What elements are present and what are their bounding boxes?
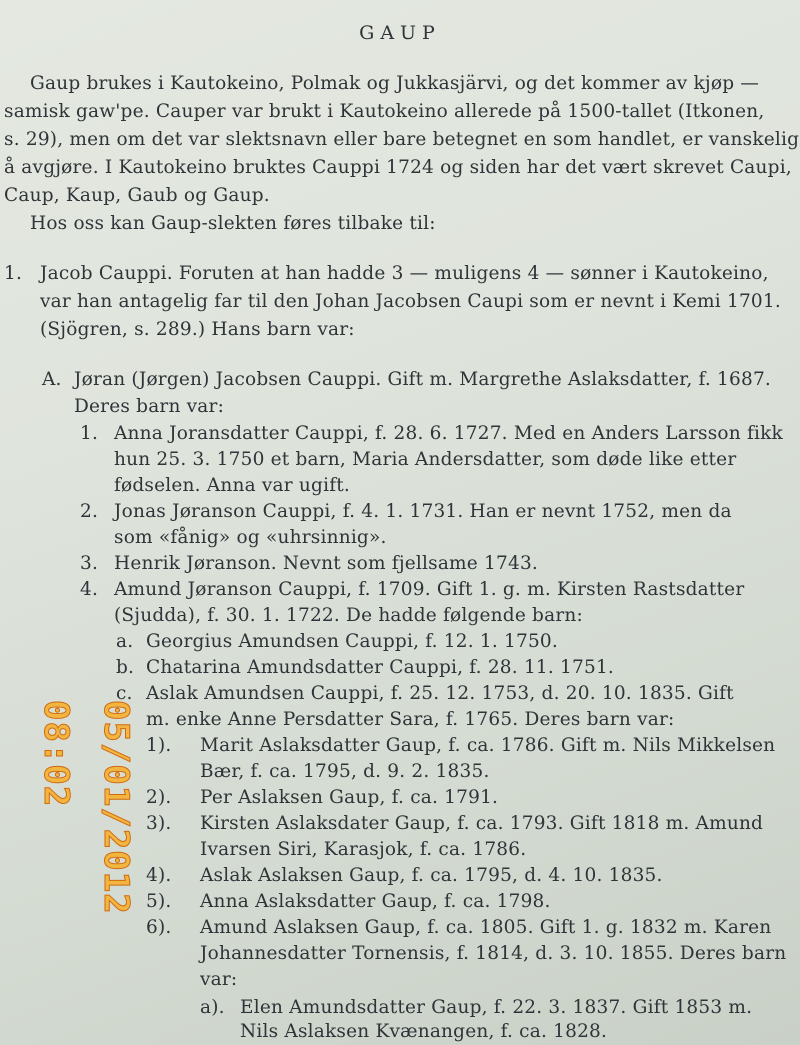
descendant-line: Elen Amundsdatter Gaup, f. 22. 3. 1837. Gift 1853 m. [240, 997, 753, 1018]
great-grandchild-line: Anna Aslaksdatter Gaup, f. ca. 1798. [200, 891, 551, 912]
great-grandchild-line: Per Aslaksen Gaup, f. ca. 1791. [200, 787, 499, 808]
child-line: Anna Joransdatter Cauppi, f. 28. 6. 1727. Med en Anders Larsson fikk [114, 423, 783, 444]
child-marker: 2. [80, 501, 99, 522]
entry-line: Jøran (Jørgen) Jacobsen Cauppi. Gift m. Margrethe Aslaksdatter, f. 1687. [74, 369, 771, 390]
child-marker: 4. [80, 579, 99, 600]
intro-line: Hos oss kan Gaup-slekten føres tilbake til: [30, 213, 436, 234]
great-grandchild-line: Ivarsen Siri, Karasjok, f. ca. 1786. [200, 839, 527, 860]
great-grandchild-marker: 6). [146, 917, 172, 938]
great-grandchild-marker: 5). [146, 891, 172, 912]
child-line: (Sjudda), f. 30. 1. 1722. De hadde følgende barn: [114, 605, 583, 626]
page-title: GAUP [359, 22, 441, 44]
grandchild-line: Chatarina Amundsdatter Cauppi, f. 28. 11. 1751. [146, 657, 615, 678]
entry-line: Jacob Cauppi. Foruten at han hadde 3 — muligens 4 — sønner i Kautokeino, [40, 263, 769, 284]
entry-line: Deres barn var: [74, 396, 225, 417]
descendant-line: Nils Aslaksen Kvænangen, f. ca. 1828. [240, 1021, 608, 1042]
intro-line: Gaup brukes i Kautokeino, Polmak og Jukkasjärvi, og det kommer av kjøp — [30, 73, 760, 94]
child-line: Amund Jøranson Cauppi, f. 1709. Gift 1. g. m. Kirsten Rastsdatter [114, 579, 745, 600]
child-marker: 1. [80, 423, 99, 444]
great-grandchild-line: var: [200, 969, 238, 990]
grandchild-marker: b. [116, 657, 135, 678]
child-line: Jonas Jøranson Cauppi, f. 4. 1. 1731. Han er nevnt 1752, men da [114, 501, 732, 522]
great-grandchild-line: Aslak Aslaksen Gaup, f. ca. 1795, d. 4. 10. 1835. [200, 865, 663, 886]
great-grandchild-line: Kirsten Aslaksdater Gaup, f. ca. 1793. Gift 1818 m. Amund [200, 813, 764, 834]
great-grandchild-marker: 1). [146, 735, 172, 756]
date-stamp: 05/01/2012 08:02 [36, 700, 136, 915]
grandchild-line: Aslak Amundsen Cauppi, f. 25. 12. 1753, d. 20. 10. 1835. Gift [146, 683, 734, 704]
great-grandchild-marker: 4). [146, 865, 172, 886]
entry-line: (Sjögren, s. 289.) Hans barn var: [40, 319, 355, 340]
grandchild-line: m. enke Anne Persdatter Sara, f. 1765. Deres barn var: [146, 709, 675, 730]
child-line: Henrik Jøranson. Nevnt som fjellsame 1743. [114, 553, 538, 574]
child-line: hun 25. 3. 1750 et barn, Maria Andersdatter, som døde like etter [114, 449, 737, 470]
great-grandchild-line: Johannesdatter Tornensis, f. 1814, d. 3. 10. 1855. Deres barn [200, 943, 787, 964]
descendant-marker: a). [200, 997, 225, 1018]
entry-line: var han antagelig far til den Johan Jacobsen Caupi som er nevnt i Kemi 1701. [40, 291, 781, 312]
grandchild-marker: a. [116, 631, 134, 652]
great-grandchild-line: Bær, f. ca. 1795, d. 9. 2. 1835. [200, 761, 490, 782]
entry-marker: A. [42, 369, 62, 390]
great-grandchild-marker: 3). [146, 813, 172, 834]
entry-marker: 1. [4, 263, 23, 284]
great-grandchild-line: Marit Aslaksdatter Gaup, f. ca. 1786. Gift m. Nils Mikkelsen [200, 735, 776, 756]
intro-line: å avgjøre. I Kautokeino bruktes Cauppi 1724 og siden har det vært skrevet Caupi, [4, 157, 792, 178]
child-line: som «fånig» og «uhrsinnig». [114, 527, 387, 548]
grandchild-line: Georgius Amundsen Cauppi, f. 12. 1. 1750. [146, 631, 558, 652]
intro-line: s. 29), men om det var slektsnavn eller bare betegnet en som handlet, er vanskelig [4, 129, 800, 150]
great-grandchild-marker: 2). [146, 787, 172, 808]
child-line: fødselen. Anna var ugift. [114, 475, 350, 496]
child-marker: 3. [80, 553, 99, 574]
grandchild-marker: c. [116, 683, 133, 704]
great-grandchild-line: Amund Aslaksen Gaup, f. ca. 1805. Gift 1. g. 1832 m. Karen [200, 917, 772, 938]
intro-line: samisk gaw'pe. Cauper var brukt i Kautokeino allerede på 1500-tallet (Itkonen, [4, 101, 765, 122]
intro-line: Caup, Kaup, Gaub og Gaup. [4, 185, 270, 206]
